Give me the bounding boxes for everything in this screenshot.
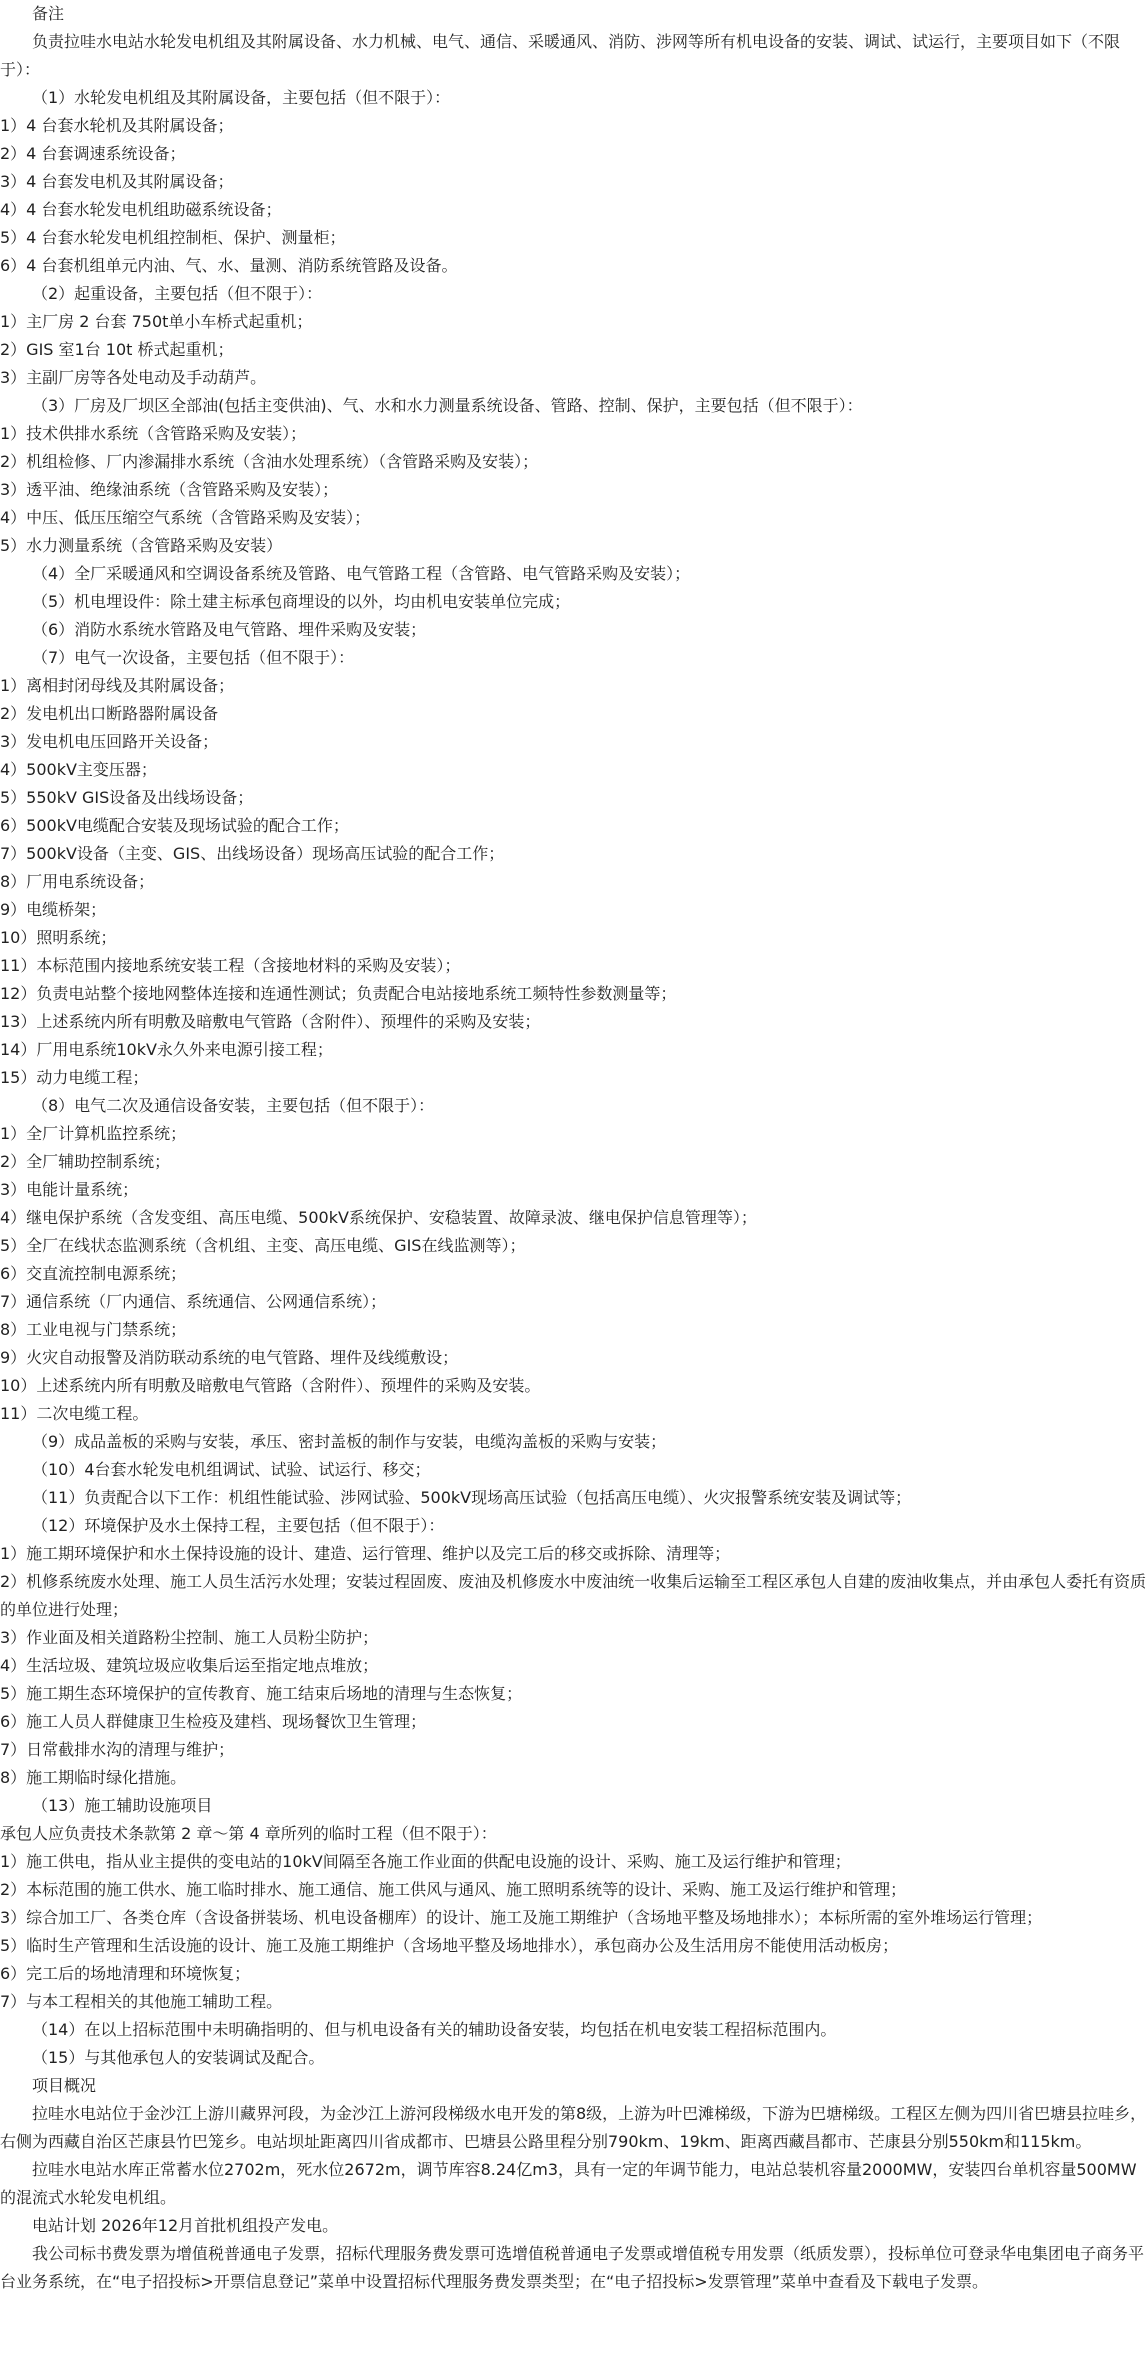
list-item: 4）4 台套水轮发电机组助磁系统设备； <box>0 200 282 219</box>
section-heading: （12）环境保护及水土保持工程，主要包括（但不限于）： <box>32 1516 445 1535</box>
section-heading: （15）与其他承包人的安装调试及配合。 <box>32 2048 325 2067</box>
paragraph: 拉哇水电站水库正常蓄水位2702m，死水位2672m，调节库容8.24亿m3，具有一定的年调节能力，电站总装机容量2000MW，安装四台单机容量500MW的混流式水轮发电机组。 <box>0 2160 1137 2207</box>
list-item: 11）二次电缆工程。 <box>0 1404 149 1423</box>
list-item: 2）本标范围的施工供水、施工临时排水、施工通信、施工供风与通风、施工照明系统等的设计、采购、施工及运行维护和管理； <box>0 1880 907 1899</box>
list-item: 3）综合加工厂、各类仓库（含设备拼装场、机电设备棚库）的设计、施工及施工期维护（含场地平整及场地排水）；本标所需的室外堆场运行管理； <box>0 1908 1043 1927</box>
document-title: 备注 <box>32 4 65 23</box>
section-heading: （5）机电埋设件：除土建主标承包商埋设的以外，均由机电安装单位完成； <box>32 592 571 611</box>
list-item: 8）工业电视与门禁系统； <box>0 1320 187 1339</box>
list-item: 6）4 台套机组单元内油、气、水、量测、消防系统管路及设备。 <box>0 256 458 275</box>
list-item: 1）施工期环境保护和水土保持设施的设计、建造、运行管理、维护以及完工后的移交或拆除、清理等； <box>0 1544 731 1563</box>
list-item: 5）水力测量系统（含管路采购及安装） <box>0 536 283 555</box>
list-item: 4）继电保护系统（含发变组、高压电缆、500kV系统保护、安稳装置、故障录波、继电保护信息管理等）； <box>0 1208 757 1227</box>
section-heading: （14）在以上招标范围中未明确指明的、但与机电设备有关的辅助设备安装，均包括在机电安装工程招标范围内。 <box>32 2020 837 2039</box>
list-item: 2）机修系统废水处理、施工人员生活污水处理；安装过程固废、废油及机修废水中废油统一收集后运输至工程区承包人自建的废油收集点，并由承包人委托有资质的单位进行处理； <box>0 1572 1147 1619</box>
list-item: 3）主副厂房等各处电动及手动葫芦。 <box>0 368 267 387</box>
list-item: 9）电缆桥架； <box>0 900 107 919</box>
list-item: 2）4 台套调速系统设备； <box>0 144 186 163</box>
list-item: 2）GIS 室1台 10t 桥式起重机； <box>0 340 234 359</box>
list-item: 10）照明系统； <box>0 928 117 947</box>
list-item: 1）4 台套水轮机及其附属设备； <box>0 116 234 135</box>
list-item: 5）550kV GIS设备及出线场设备； <box>0 788 254 807</box>
list-item: 4）中压、低压压缩空气系统（含管路采购及安装）； <box>0 508 371 527</box>
list-item: 9）火灾自动报警及消防联动系统的电气管路、埋件及线缆敷设； <box>0 1348 459 1367</box>
section-heading: 项目概况 <box>32 2076 97 2095</box>
list-item: 1）离相封闭母线及其附属设备； <box>0 676 235 695</box>
list-item: 2）发电机出口断路器附属设备 <box>0 704 219 723</box>
paragraph: 负责拉哇水电站水轮发电机组及其附属设备、水力机械、电气、通信、采暖通风、消防、涉网等所有机电设备的安装、调试、试运行，主要项目如下（不限于）： <box>0 32 1121 79</box>
list-item: 12）负责电站整个接地网整体连接和连通性测试；负责配合电站接地系统工频特性参数测量等； <box>0 984 677 1003</box>
list-item: 14）厂用电系统10kV永久外来电源引接工程； <box>0 1040 333 1059</box>
section-heading: （9）成品盖板的采购与安装，承压、密封盖板的制作与安装，电缆沟盖板的采购与安装； <box>32 1432 667 1451</box>
list-item: 2）机组检修、厂内渗漏排水系统（含油水处理系统）（含管路采购及安装）； <box>0 452 539 471</box>
list-item: 3）作业面及相关道路粉尘控制、施工人员粉尘防护； <box>0 1628 379 1647</box>
list-item: 3）电能计量系统； <box>0 1180 139 1199</box>
list-item: 7）500kV设备（主变、GIS、出线场设备）现场高压试验的配合工作； <box>0 844 505 863</box>
list-item: 1）施工供电，指从业主提供的变电站的10kV间隔至各施工作业面的供配电设施的设计、采购、施工及运行维护和管理； <box>0 1852 851 1871</box>
section-heading: （13）施工辅助设施项目 <box>32 1796 213 1815</box>
list-item: 1）技术供排水系统（含管路采购及安装）； <box>0 424 307 443</box>
list-item: 3）透平油、绝缘油系统（含管路采购及安装）； <box>0 480 339 499</box>
list-item: 8）厂用电系统设备； <box>0 872 155 891</box>
section-heading: （6）消防水系统水管路及电气管路、埋件采购及安装； <box>32 620 427 639</box>
section-heading: （8）电气二次及通信设备安装，主要包括（但不限于）： <box>32 1096 435 1115</box>
list-item: 5）4 台套水轮发电机组控制柜、保护、测量柜； <box>0 228 346 247</box>
section-heading: 电站计划 2026年12月首批机组投产发电。 <box>32 2216 339 2235</box>
paragraph: 拉哇水电站位于金沙江上游川藏界河段，为金沙江上游河段梯级水电开发的第8级，上游为叶巴滩梯级，下游为巴塘梯级。工程区左侧为四川省巴塘县拉哇乡，右侧为西藏自治区芒康县竹巴笼乡。电站坝址距离四川省成都市、巴塘县公路里程分别790km、19km、距离西藏昌都市、芒康县分别550km和115km。 <box>0 2104 1147 2151</box>
list-item: 4）生活垃圾、建筑垃圾应收集后运至指定地点堆放； <box>0 1656 379 1675</box>
list-item: 11）本标范围内接地系统安装工程（含接地材料的采购及安装）； <box>0 956 461 975</box>
section-heading: （7）电气一次设备，主要包括（但不限于）： <box>32 648 355 667</box>
section-heading: （4）全厂采暖通风和空调设备系统及管路、电气管路工程（含管路、电气管路采购及安装）； <box>32 564 691 583</box>
list-item: 4）500kV主变压器； <box>0 760 157 779</box>
list-item: 5）施工期生态环境保护的宣传教育、施工结束后场地的清理与生态恢复； <box>0 1684 523 1703</box>
section-heading: （11）负责配合以下工作：机组性能试验、涉网试验、500kV现场高压试验（包括高压电缆）、火灾报警系统安装及调试等； <box>32 1488 912 1507</box>
list-item: 6）500kV电缆配合安装及现场试验的配合工作； <box>0 816 349 835</box>
section-heading: （1）水轮发电机组及其附属设备，主要包括（但不限于）： <box>32 88 451 107</box>
list-item: 2）全厂辅助控制系统； <box>0 1152 171 1171</box>
list-item: 承包人应负责技术条款第 2 章～第 4 章所列的临时工程（但不限于）： <box>0 1824 497 1843</box>
list-item: 1）全厂计算机监控系统； <box>0 1124 187 1143</box>
list-item: 6）完工后的场地清理和环境恢复； <box>0 1964 251 1983</box>
list-item: 1）主厂房 2 台套 750t单小车桥式起重机； <box>0 312 313 331</box>
list-item: 5）全厂在线状态监测系统（含机组、主变、高压电缆、GIS在线监测等）； <box>0 1236 526 1255</box>
list-item: 6）施工人员人群健康卫生检疫及建档、现场餐饮卫生管理； <box>0 1712 427 1731</box>
list-item: 7）与本工程相关的其他施工辅助工程。 <box>0 1992 283 2011</box>
list-item: 5）临时生产管理和生活设施的设计、施工及施工期维护（含场地平整及场地排水），承包商办公及生活用房不能使用活动板房； <box>0 1936 899 1955</box>
section-heading: （2）起重设备，主要包括（但不限于）： <box>32 284 323 303</box>
list-item: 7）通信系统（厂内通信、系统通信、公网通信系统）； <box>0 1292 387 1311</box>
list-item: 3）发电机电压回路开关设备； <box>0 732 219 751</box>
paragraph: 我公司标书费发票为增值税普通电子发票，招标代理服务费发票可选增值税普通电子发票或增值税专用发票（纸质发票），投标单位可登录华电集团电子商务平台业务系统，在“电子招投标>开票信息登记”菜单中设置招标代理服务费发票类型；在“电子招投标>发票管理”菜单中查看及下载电子发票。 <box>0 2244 1145 2291</box>
document-body <box>0 28 1148 2296</box>
list-item: 6）交直流控制电源系统； <box>0 1264 187 1283</box>
list-item: 8）施工期临时绿化措施。 <box>0 1768 187 1787</box>
list-item: 7）日常截排水沟的清理与维护； <box>0 1740 235 1759</box>
list-item: 13）上述系统内所有明敷及暗敷电气管路（含附件）、预埋件的采购及安装； <box>0 1012 541 1031</box>
section-heading: （3）厂房及厂坝区全部油(包括主变供油)、气、水和水力测量系统设备、管路、控制、保护，主要包括（但不限于）： <box>32 396 863 415</box>
section-heading: （10）4台套水轮发电机组调试、试验、试运行、移交； <box>32 1460 431 1479</box>
list-item: 15）动力电缆工程； <box>0 1068 149 1087</box>
list-item: 10）上述系统内所有明敷及暗敷电气管路（含附件）、预埋件的采购及安装。 <box>0 1376 541 1395</box>
list-item: 3）4 台套发电机及其附属设备； <box>0 172 234 191</box>
